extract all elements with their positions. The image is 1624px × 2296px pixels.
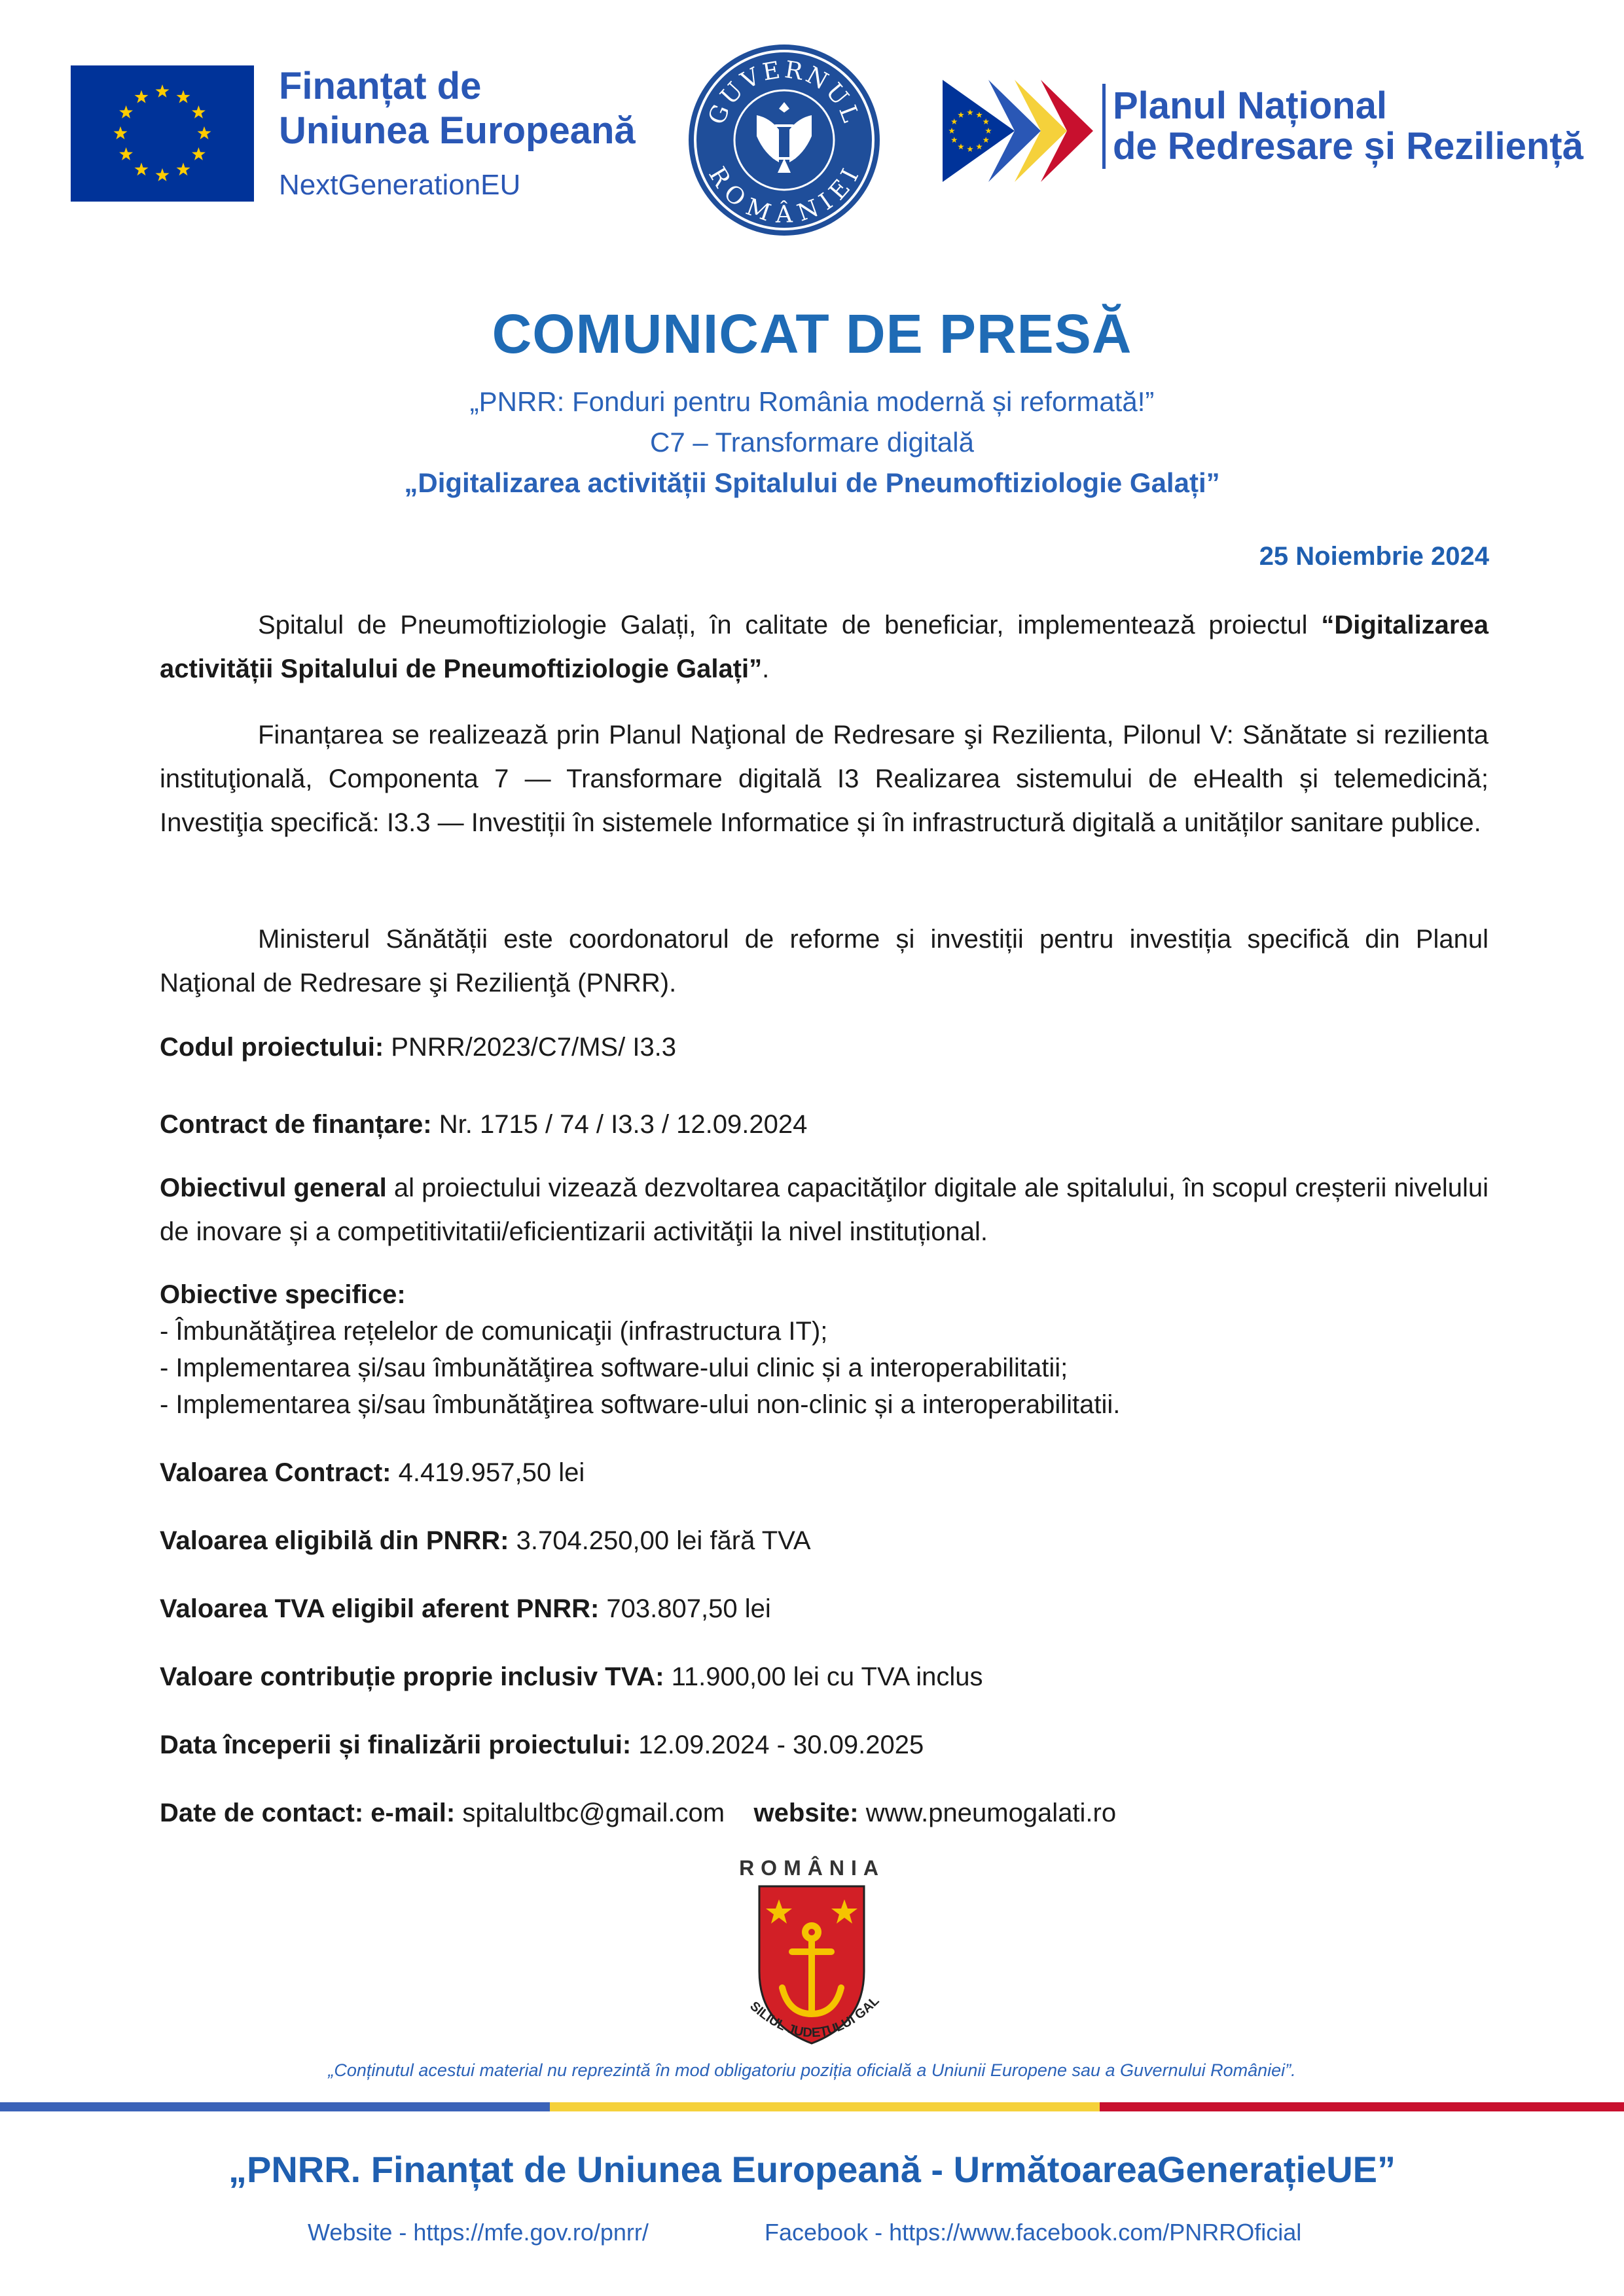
bar-blue-segment (0, 2102, 550, 2111)
list-item: - Implementarea și/sau îmbunătăţirea software-ului clinic și a interoperabilitatii; (160, 1354, 1068, 1382)
footer-website-link[interactable]: Website - https://mfe.gov.ro/pnrr/ (308, 2219, 649, 2246)
contact-email-link[interactable]: spitalultbc@gmail.com (455, 1799, 725, 1827)
project-code-value: PNRR/2023/C7/MS/ I3.3 (384, 1033, 677, 1062)
own-contribution-line (160, 1659, 1495, 1695)
contract-value-label: Valoarea Contract: (160, 1458, 391, 1487)
eligible-value-label: Valoarea eligibilă din PNRR: (160, 1526, 509, 1555)
own-contribution-amount: 11.900,00 lei cu TVA inclus (664, 1662, 983, 1691)
paragraph-beneficiary (160, 603, 1489, 691)
paragraph-ministry: Ministerul Sănătății este coordonatorul de reforme și investiții pentru investiția specifică din Planul Naţional de Redresare şi Rezilienţă (PNRR). (160, 925, 1489, 997)
eligible-value-line (160, 1522, 1495, 1559)
bar-yellow-segment (550, 2102, 1100, 2111)
p1-project-name: “Digitalizarea activității Spitalului de Pneumoftiziologie Galați” (160, 611, 1489, 683)
contact-website-link[interactable]: www.pneumogalati.ro (858, 1799, 1117, 1827)
project-period-line (160, 1727, 1495, 1763)
contact-line (160, 1795, 1495, 1831)
vat-value-amount: 703.807,50 lei (599, 1594, 771, 1623)
pnrr-logo-divider (1102, 84, 1106, 169)
pnrr-logo-line1: Planul Național (1113, 84, 1387, 127)
vat-value-label: Valoarea TVA eligibil aferent PNRR: (160, 1594, 600, 1623)
seal-top-text: GUVERNUL (703, 56, 865, 129)
eu-stars-icon (71, 65, 254, 202)
general-objective-label: Obiectivul general (160, 1174, 387, 1202)
paragraph-general-objective (160, 1166, 1489, 1254)
eu-logo-line3: NextGenerationEU (279, 169, 521, 201)
subtitle-slogan: „PNRR: Fonduri pentru România modernă și reformată!” (469, 386, 1155, 417)
project-period-value: 12.09.2024 - 30.09.2025 (631, 1731, 924, 1759)
crest-country-word: ROMÂNIA (739, 1856, 885, 1880)
p1-end: . (762, 655, 770, 683)
list-item: - Îmbunătăţirea rețelelor de comunicaţii (infrastructura IT); (160, 1317, 828, 1346)
contract-line (160, 1106, 1495, 1143)
eu-logo-line1: Finanțat de (279, 65, 482, 107)
footer-disclaimer: „Conținutul acestui material nu reprezintă în mod obligatoriu poziția oficială a Uniunii Europene sau a Guvernului României”. (328, 2060, 1296, 2080)
pnrr-logo-graphic (943, 80, 1093, 182)
project-code-line (160, 1029, 1495, 1066)
p1-text: Spitalul de Pneumoftiziologie Galați, în calitate de beneficiar, implementează proiectul (258, 611, 1322, 639)
contract-label: Contract de finanțare: (160, 1110, 432, 1139)
footer-slogan: „PNRR. Finanțat de Uniunea Europeană - UrmătoareaGenerațieUE” (228, 2149, 1396, 2190)
subtitle-component: C7 – Transformare digitală (650, 427, 974, 457)
own-contribution-label: Valoare contribuție proprie inclusiv TVA: (160, 1662, 664, 1691)
release-date: 25 Noiembrie 2024 (1259, 542, 1489, 571)
eligible-value-amount: 3.704.250,00 lei fără TVA (509, 1526, 811, 1555)
eu-logo-line2: Uniunea Europeană (279, 109, 636, 152)
list-item: - Implementarea și/sau îmbunătăţirea software-ului non-clinic și a interoperabilitatii. (160, 1390, 1121, 1419)
contact-email-label: Date de contact: e-mail: (160, 1799, 456, 1827)
crest-ribbon-text: SILIUL JUDEŢULUI GAL (747, 1993, 882, 2041)
pnrr-logo-line2: de Redresare și Reziliență (1113, 125, 1583, 168)
bar-red-segment (1100, 2102, 1624, 2111)
project-period-label: Data începerii și finalizării proiectului: (160, 1731, 632, 1759)
subtitle-project: „Digitalizarea activității Spitalului de Pneumoftiziologie Galați” (404, 467, 1220, 498)
contract-value-amount: 4.419.957,50 lei (391, 1458, 585, 1487)
paragraph-financing: Finanțarea se realizează prin Planul Naţional de Redresare şi Rezilienta, Pilonul V: Sănătate si rezilienta instituţională, Componenta 7 — Transformare digitală I3 Realizarea sistemului de eHealth și telemedicină; Investiţia specifică: I3.3 — Investiții în sistemele Informatice și în infrastructură digitală a unităților sanitare publice. (160, 721, 1489, 837)
county-crest-logo (727, 1880, 897, 2070)
contract-value-line (160, 1454, 1495, 1491)
specific-objectives-label: Obiective specifice: (160, 1280, 406, 1309)
page-title: COMUNICAT DE PRESĂ (492, 303, 1132, 365)
contact-website-label: website: (753, 1799, 859, 1827)
eu-flag-logo (71, 65, 254, 202)
vat-value-line (160, 1590, 1495, 1627)
general-objective-text: al proiectului vizează dezvoltarea capacităţilor digitale ale spitalului, în scopul creșterii nivelului de inovare și a competitivitatii/eficientizarii activităţii la nivel instituțional. (160, 1174, 1489, 1246)
specific-objectives-title (160, 1276, 1495, 1313)
project-code-label: Codul proiectului: (160, 1033, 384, 1062)
footer-facebook-link[interactable]: Facebook - https://www.facebook.com/PNRROficial (765, 2219, 1302, 2246)
tricolor-bar (0, 2102, 1624, 2111)
government-seal-logo (686, 42, 882, 238)
contract-value: Nr. 1715 / 74 / I3.3 / 12.09.2024 (431, 1110, 808, 1139)
seal-bottom-text: ROMÂNIEI (703, 162, 866, 228)
